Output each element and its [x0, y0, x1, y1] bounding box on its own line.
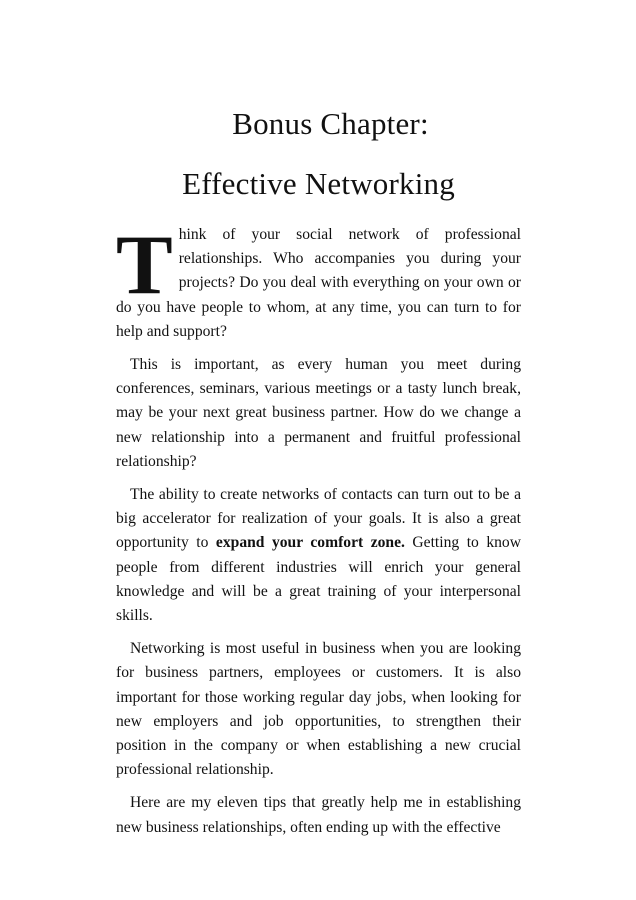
- paragraph-intro-text: hink of your social network of professional relationships. Who accompanies you during your projects? Do you deal with everything on your own or do you have people to whom, at any time, you can turn to for help and support?: [116, 226, 521, 340]
- paragraph-networking: Networking is most useful in business when you are looking for business partners, employees or customers. It is also important for those working regular day jobs, when looking for new employers and job opportunities, to strengthen their position in the company or when establishing a new crucial professional relationship.: [116, 640, 521, 779]
- paragraph-importance: This is important, as every human you meet during conferences, seminars, various meetings or a tasty lunch break, may be your next great business partner. How do we change a new relationship into a permanent and fruitful professional relationship?: [116, 356, 521, 470]
- drop-cap: T: [116, 218, 173, 312]
- paragraph-intro: [116, 218, 521, 344]
- paragraph-ability-after: Getting to know people from different industries will enrich your general knowledge and will be a great training of your interpersonal skills.: [116, 534, 521, 625]
- chapter-title-line2: Effective Networking: [182, 166, 455, 201]
- paragraph-tips: Here are my eleven tips that greatly help me in establishing new business relationships, often ending up with the effective: [116, 794, 521, 836]
- chapter-title-line1: Bonus Chapter:: [232, 106, 429, 141]
- paragraph-ability-bold: expand your comfort zone.: [215, 534, 405, 552]
- paragraph-ability-before: The ability to create networks of contacts can turn out to be a big accelerator for realization of your goals. It is also a great opportunity to: [116, 486, 521, 552]
- paragraph-ability: [116, 483, 521, 628]
- page-content: [116, 94, 521, 849]
